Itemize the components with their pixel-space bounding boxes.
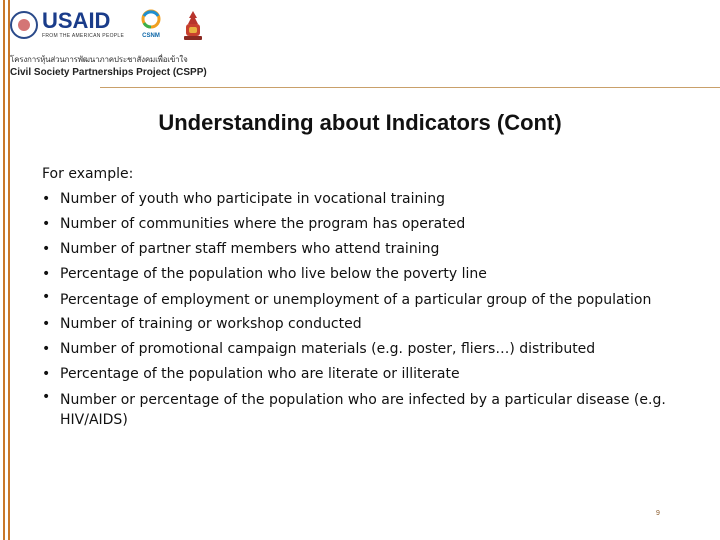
usaid-tagline: FROM THE AMERICAN PEOPLE bbox=[42, 33, 125, 39]
usaid-wordmark: USAID bbox=[42, 8, 111, 33]
left-accent-stripe-inner bbox=[8, 0, 10, 540]
list-item: • Number of partner staff members who attend training bbox=[42, 237, 712, 262]
left-accent-stripe bbox=[3, 0, 5, 540]
usaid-seal-icon bbox=[10, 11, 38, 39]
list-item: • Number of communities where the program has operated bbox=[42, 212, 712, 237]
list-item: • Percentage of the population who live below the poverty line bbox=[42, 262, 712, 287]
list-item: • Number of promotional campaign materials (e.g. poster, fliers…) distributed bbox=[42, 337, 712, 362]
indicator-list bbox=[42, 187, 712, 432]
csnm-mark-icon bbox=[138, 8, 164, 32]
list-item: • Number of youth who participate in vocational training bbox=[42, 187, 712, 212]
csnm-logo bbox=[136, 8, 166, 39]
project-thai-name: โครงการหุ้นส่วนการพัฒนาภาคประชาสังคมเพื่อเข้าใจ bbox=[10, 55, 188, 64]
page-number: 9 bbox=[656, 510, 660, 517]
usaid-logo bbox=[10, 10, 124, 39]
slide-header bbox=[10, 6, 260, 80]
university-emblem-icon bbox=[180, 10, 206, 42]
slide-title: Understanding about Indicators (Cont) bbox=[158, 110, 562, 135]
project-name: Civil Society Partnerships Project (CSPP) bbox=[10, 67, 207, 78]
list-item: • Percentage of employment or unemployment of a particular group of the population bbox=[42, 287, 712, 312]
slide-body bbox=[42, 162, 712, 432]
list-item: • Number of training or workshop conducted bbox=[42, 312, 712, 337]
intro-text: For example: bbox=[42, 166, 134, 182]
list-item: • Number or percentage of the population who are infected by a particular disease (e.g. HIV/AIDS) bbox=[42, 387, 712, 432]
csnm-wordmark: CSNM bbox=[142, 33, 160, 39]
list-item: • Percentage of the population who are literate or illiterate bbox=[42, 362, 712, 387]
header-divider bbox=[100, 87, 720, 88]
